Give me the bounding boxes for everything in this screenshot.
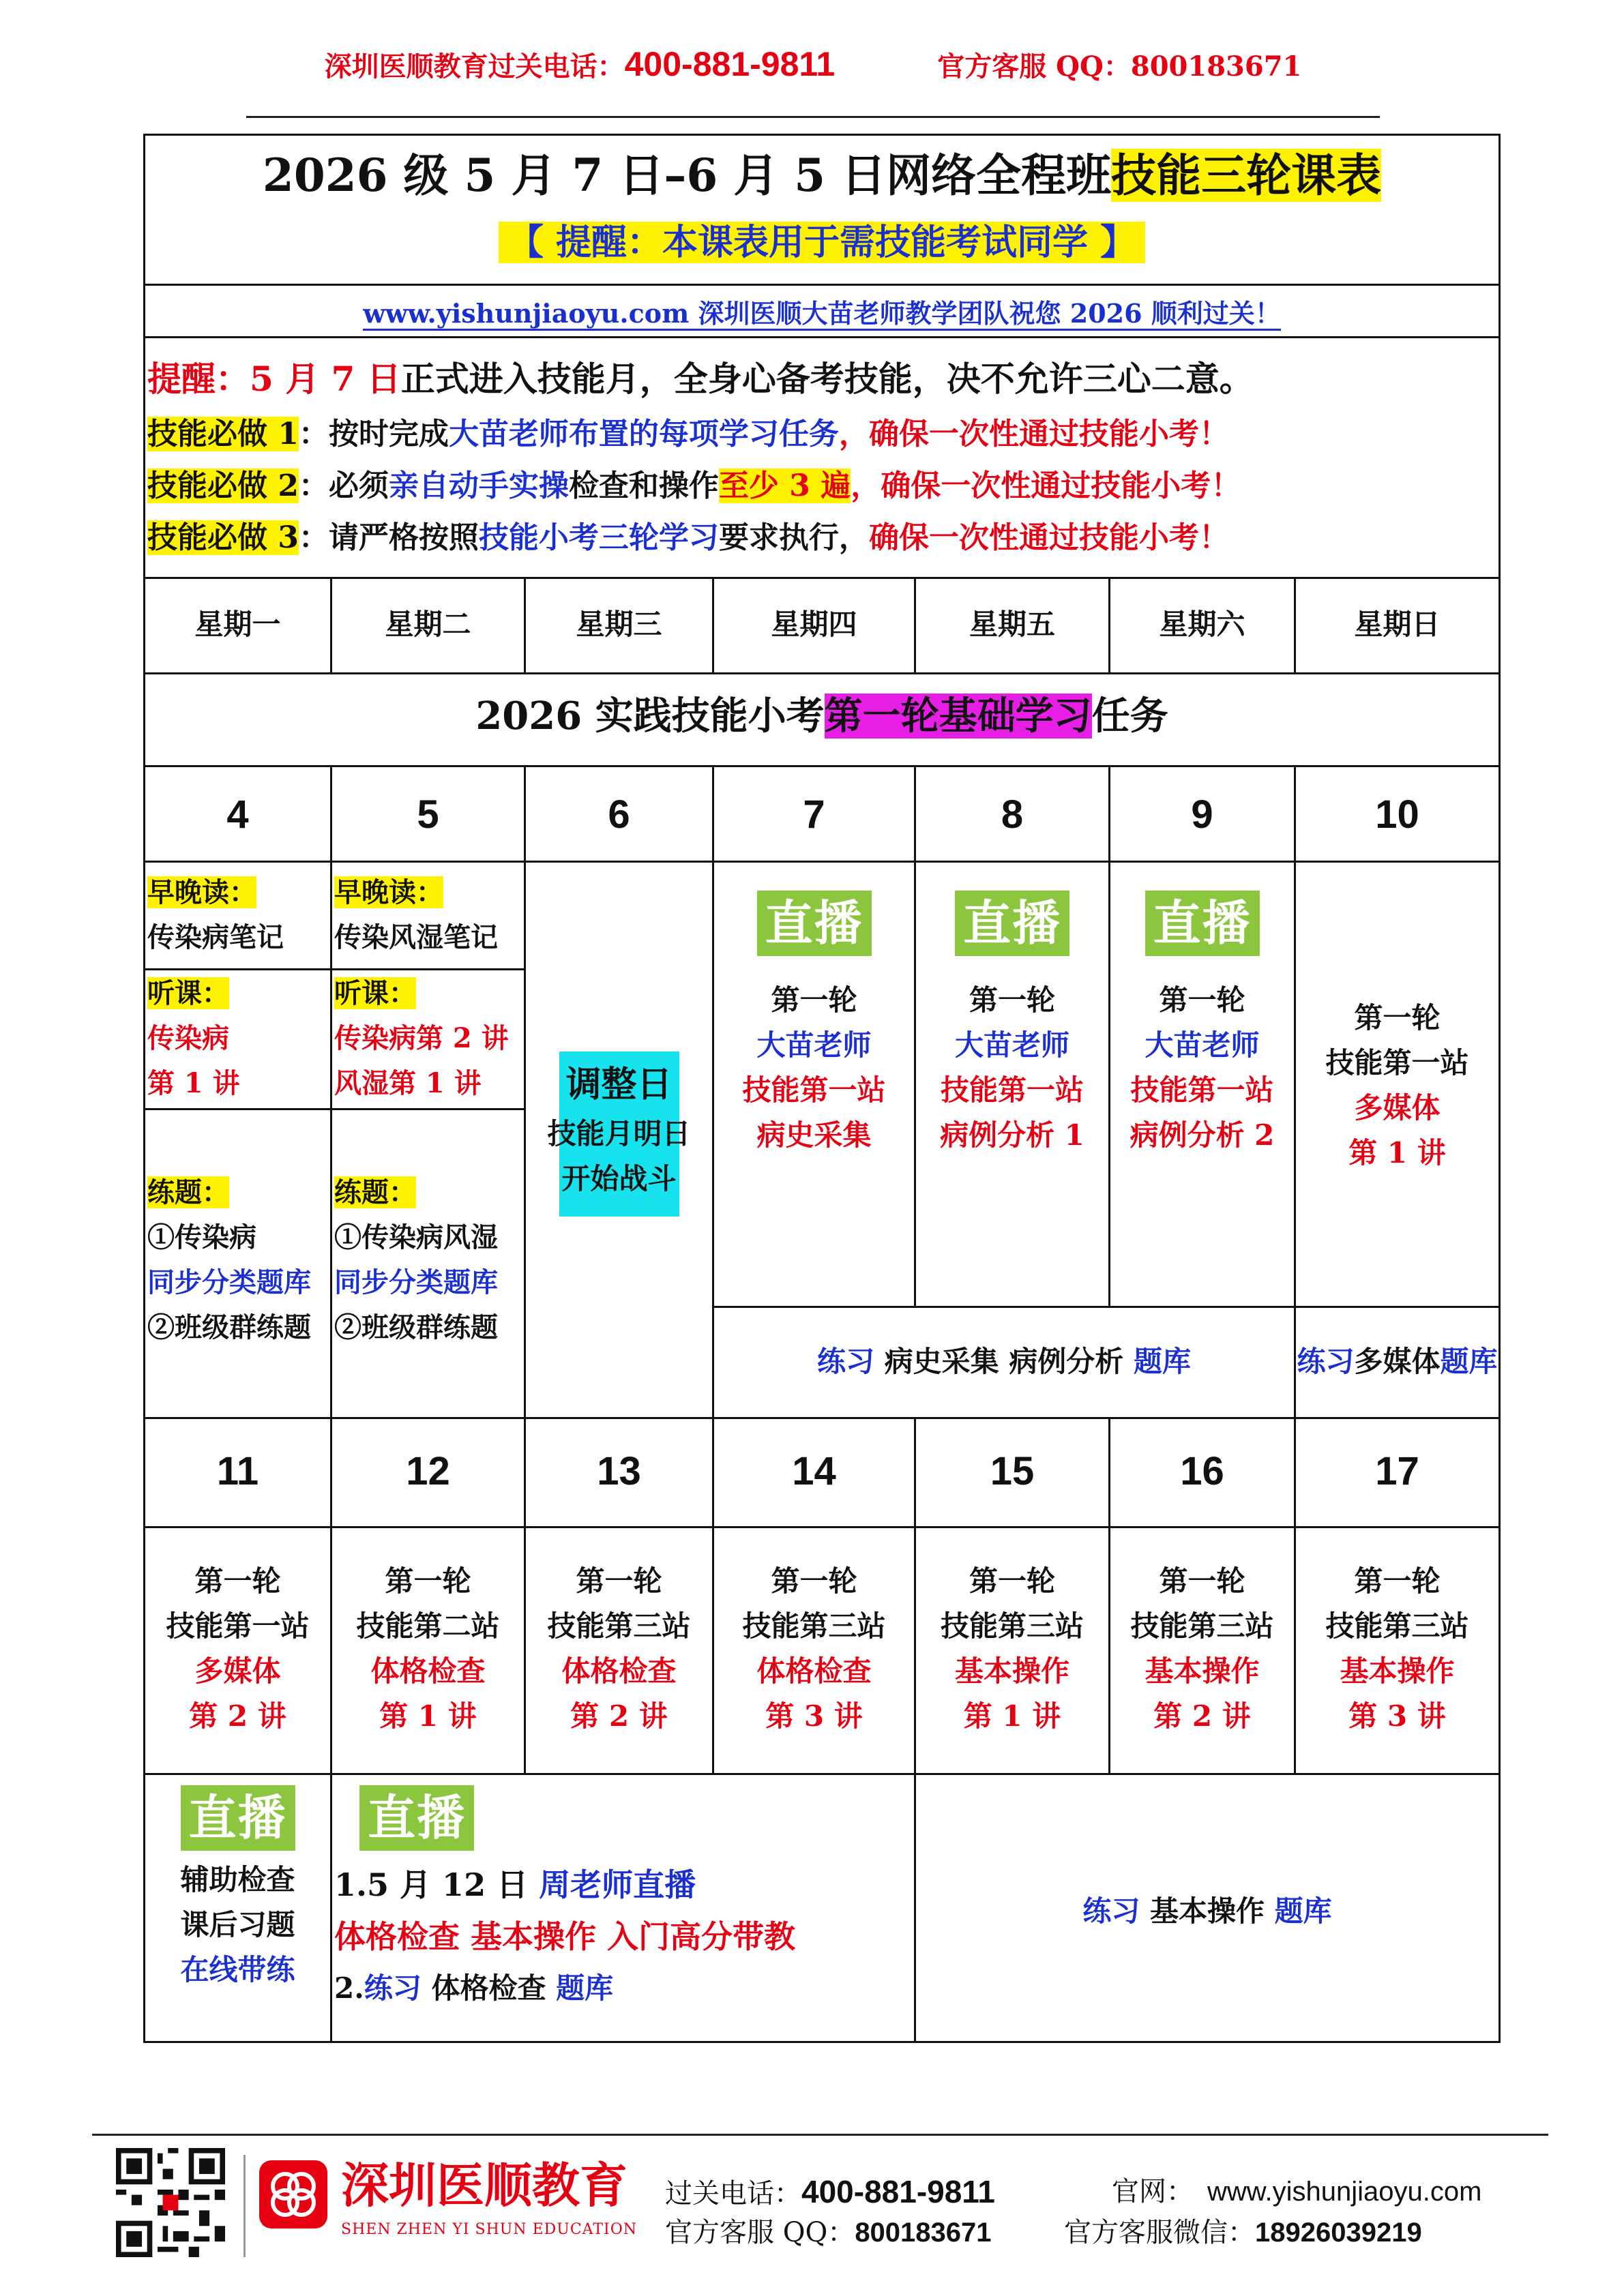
text: 体格检查: [370, 1654, 486, 1688]
text: 400-881-9811: [801, 2174, 995, 2209]
footer-site: [1112, 2171, 1481, 2212]
day-number: 13: [597, 1449, 641, 1493]
must-text: 确保一次性通过技能小考！: [868, 520, 1229, 555]
day-number: 12: [406, 1449, 450, 1493]
day-number: 14: [792, 1449, 836, 1493]
text: 传染病: [147, 1022, 229, 1054]
mon-practice: [147, 1170, 311, 1350]
mon-read: [147, 870, 284, 960]
text: 第一轮: [194, 1564, 281, 1598]
header-qq-label: 官方客服 QQ：: [937, 50, 1131, 83]
divider: [143, 1108, 524, 1110]
reminder-banner: [145, 215, 1498, 270]
divider: [143, 1526, 1501, 1528]
text: 基本操作: [1140, 1894, 1275, 1928]
text: 技能第一站: [1325, 1046, 1469, 1079]
must-text: 大苗老师布置的每项学习任务: [448, 417, 839, 451]
header-qq: 800183671: [1130, 50, 1302, 83]
text: 第 1 讲: [379, 1699, 477, 1733]
text: 技能第三站: [742, 1609, 886, 1643]
text: 练习: [1297, 1345, 1355, 1378]
text: 第一轮: [1159, 1564, 1245, 1598]
text: 体格检查: [561, 1654, 677, 1688]
must-label: 技能必做 2: [147, 468, 299, 503]
text: 技能第一站: [742, 1073, 886, 1107]
text: 第一轮: [771, 1564, 857, 1598]
notice-main: [147, 355, 1254, 404]
live-badge: 直播: [181, 1785, 295, 1851]
sun-lesson: [1296, 996, 1498, 1176]
divider: [143, 672, 1501, 674]
footer-rule: [92, 2134, 1548, 2136]
must-text: ：请严格按照: [298, 520, 479, 555]
text: 第一轮: [1354, 1001, 1441, 1034]
text: 多媒体: [1354, 1091, 1441, 1124]
text: 基本操作: [1145, 1654, 1260, 1688]
round1-pre: 2026 实践技能小考: [475, 694, 825, 739]
divider: [330, 765, 332, 1417]
text: 题库: [1133, 1345, 1191, 1378]
text: 技能第三站: [1130, 1609, 1274, 1643]
round1-highlight: 第一轮基础学习: [824, 694, 1092, 739]
weekday-mon: 星期一: [194, 608, 281, 641]
text: 官方客服 QQ：: [665, 2217, 855, 2248]
divider: [143, 577, 1501, 579]
mon-listen: [147, 971, 240, 1106]
reminder-text: 【 提醒：本课表用于需技能考试同学 】: [499, 222, 1145, 263]
text: 病史采集 病例分析: [874, 1345, 1134, 1378]
text: 第一轮: [576, 1564, 662, 1598]
lesson-cell: [916, 1559, 1108, 1739]
thu-live: [714, 891, 914, 1158]
text: 多媒体: [194, 1654, 281, 1688]
text: 病例分析 2: [1130, 1118, 1275, 1152]
text: 同步分类题库: [334, 1266, 498, 1298]
text: 1.5 月 12 日: [334, 1866, 540, 1903]
qr-code-icon: [116, 2148, 225, 2257]
day-number: 6: [608, 792, 630, 837]
text: 调整日: [565, 1064, 673, 1105]
must-text: 至少 3 遍: [718, 468, 851, 503]
text: 第一轮: [1354, 1564, 1441, 1598]
lesson-cell: [1110, 1559, 1294, 1739]
text: 基本操作: [954, 1654, 1069, 1688]
text: ①传染病: [147, 1221, 256, 1253]
mid-live-block: [334, 1859, 795, 2014]
must-text: ：必须: [298, 468, 389, 503]
lesson-cell: [714, 1559, 914, 1739]
must-2: [147, 464, 1241, 509]
text: 第 1 讲: [963, 1699, 1061, 1733]
day-number: 11: [216, 1449, 259, 1493]
must-text: 亲自动手实操: [388, 468, 569, 503]
header-contact: [246, 42, 1380, 89]
text: 体格检查: [756, 1654, 872, 1688]
tue-listen: [334, 971, 509, 1106]
live-badge: 直播: [1145, 891, 1260, 956]
round1-header: [145, 675, 1498, 757]
text: 题库: [1274, 1894, 1332, 1928]
day-number: 7: [803, 792, 825, 837]
live-badge: 直播: [757, 891, 872, 956]
weekday-thu: 星期四: [771, 608, 857, 641]
text: 第 3 讲: [1348, 1699, 1446, 1733]
text: 技能第一站: [940, 1073, 1084, 1107]
practice-history-case: [714, 1339, 1294, 1384]
sat-live: [1110, 891, 1294, 1158]
tue-practice: [334, 1170, 498, 1350]
text: 病例分析 1: [940, 1118, 1084, 1152]
text: 官网：: [1112, 2176, 1194, 2207]
text: 多媒体: [1354, 1345, 1441, 1378]
text: www.yishunjiaoyu.com: [1207, 2177, 1482, 2207]
fri-live: [916, 891, 1108, 1158]
text: 第一轮: [385, 1564, 471, 1598]
text: 第 1 讲: [1348, 1136, 1446, 1169]
text: 第 2 讲: [570, 1699, 668, 1733]
logo-text: 深圳医顺教育: [341, 2158, 628, 2213]
text: ①传染病风湿: [334, 1221, 498, 1253]
text: 第一轮: [1159, 983, 1245, 1017]
day-number: 16: [1180, 1449, 1224, 1493]
must-1: [147, 412, 1229, 457]
live-badge: 直播: [359, 1785, 474, 1851]
text: 2.: [334, 1971, 364, 2005]
practice-basic-ops: [916, 1889, 1498, 1934]
day-number: 10: [1375, 792, 1419, 837]
must-text: ，确保一次性通过技能小考！: [851, 468, 1241, 503]
text: 课后习题: [180, 1908, 295, 1941]
text: 过关电话：: [665, 2178, 801, 2209]
text: ②班级群练题: [334, 1311, 498, 1343]
divider: [143, 968, 524, 970]
text: 风湿第 1 讲: [334, 1067, 482, 1099]
text: 18926039219: [1255, 2218, 1422, 2248]
day-number: 5: [417, 792, 439, 837]
text: 传染风湿笔记: [334, 921, 498, 953]
text: 辅助检查: [180, 1863, 295, 1896]
day-number: 17: [1375, 1449, 1419, 1493]
lesson-cell: [332, 1559, 524, 1739]
text: 练习: [364, 1971, 422, 2005]
notice-lead: 提醒：5 月 7 日: [147, 359, 401, 399]
text: 第 3 讲: [765, 1699, 863, 1733]
lesson-cell: [145, 1559, 330, 1739]
day-number: 9: [1191, 792, 1213, 837]
text: 技能第三站: [940, 1609, 1084, 1643]
must-label: 技能必做 3: [147, 520, 299, 555]
weekday-sun: 星期日: [1354, 608, 1441, 641]
divider: [143, 1417, 1501, 1419]
header-phone: 400-881-9811: [624, 45, 836, 83]
must-3: [147, 516, 1229, 561]
header-rule: [246, 116, 1380, 118]
day-number: 4: [226, 792, 249, 837]
weekday-tue: 星期二: [385, 608, 471, 641]
text: 大苗老师: [1145, 1028, 1260, 1062]
label: 听课：: [334, 977, 416, 1009]
divider: [712, 1306, 1501, 1308]
must-text: ，确保一次性通过技能小考！: [838, 417, 1229, 451]
text: 病史采集: [756, 1118, 872, 1152]
practice-multimedia: [1296, 1339, 1498, 1384]
text: 第 2 讲: [189, 1699, 286, 1733]
must-text: ：按时完成: [298, 417, 449, 451]
text: 基本操作: [1340, 1654, 1455, 1688]
weekday-sat: 星期六: [1159, 608, 1245, 641]
weekday-fri: 星期五: [969, 608, 1055, 641]
text: 传染病笔记: [147, 921, 284, 953]
lesson-cell: [526, 1559, 712, 1739]
text: 周老师直播: [539, 1866, 696, 1903]
text: 练习: [1082, 1894, 1140, 1928]
slogan-text: www.yishunjiaoyu.com 深圳医顺大苗老师教学团队祝您 2026 顺利过关！: [363, 298, 1281, 331]
header-phone-label: 深圳医顺教育过关电话：: [324, 50, 625, 83]
slogan: [145, 295, 1498, 333]
live-badge: 直播: [955, 891, 1069, 956]
divider: [143, 1773, 1501, 1775]
text: 题库: [1440, 1345, 1498, 1378]
label: 听课：: [147, 977, 229, 1009]
must-text: 要求执行，: [718, 520, 869, 555]
text: 技能月明日: [547, 1117, 691, 1150]
must-text: 检查和操作: [568, 468, 719, 503]
text: ②班级群练题: [147, 1311, 311, 1343]
text: 第一轮: [969, 1564, 1055, 1598]
text: 800183671: [855, 2218, 992, 2248]
tue-read: [334, 870, 498, 960]
text: 体格检查: [421, 1971, 557, 2005]
footer-phone: [665, 2171, 995, 2214]
mon-live-extra: [145, 1785, 330, 1993]
day-number: 15: [990, 1449, 1035, 1493]
adjust-day: [526, 1058, 712, 1202]
text: 技能第三站: [1325, 1609, 1469, 1643]
divider: [143, 284, 1501, 286]
text: 大苗老师: [756, 1028, 872, 1062]
logo-icon: [259, 2160, 327, 2228]
footer-wechat: [1064, 2212, 1422, 2253]
live-badge-wrap: [359, 1785, 474, 1851]
label: 练题：: [147, 1176, 229, 1208]
must-label: 技能必做 1: [147, 417, 299, 451]
text: 大苗老师: [954, 1028, 1069, 1062]
text: 开始战斗: [561, 1162, 677, 1195]
text: 第一轮: [969, 983, 1055, 1017]
text: 题库: [556, 1971, 614, 2005]
must-text: 技能小考三轮学习: [478, 520, 719, 555]
text: 第 2 讲: [1153, 1699, 1251, 1733]
footer-divider: [243, 2155, 246, 2257]
text: 官方客服微信：: [1064, 2217, 1255, 2248]
label: 练题：: [334, 1176, 416, 1208]
text: 第 1 讲: [147, 1067, 240, 1099]
label: 早晚读：: [334, 876, 443, 908]
notice-lead-rest: 正式进入技能月，全身心备考技能，决不允许三心二意。: [400, 359, 1254, 399]
page-title: [145, 147, 1498, 204]
text: 传染病第 2 讲: [334, 1022, 509, 1054]
text: 练习: [817, 1345, 875, 1378]
divider: [143, 336, 1501, 338]
text: 技能第一站: [166, 1609, 310, 1643]
text: 技能第一站: [1130, 1073, 1274, 1107]
weekday-wed: 星期三: [576, 608, 662, 641]
text: 技能第二站: [356, 1609, 500, 1643]
round1-post: 任务: [1091, 694, 1168, 739]
text: 技能第三站: [547, 1609, 691, 1643]
footer-qq: [665, 2212, 992, 2253]
lesson-cell: [1296, 1559, 1498, 1739]
text: 同步分类题库: [147, 1266, 311, 1298]
text: 第一轮: [771, 983, 857, 1017]
label: 早晚读：: [147, 876, 256, 908]
title-main: 2026 级 5 月 7 日–6 月 5 日网络全程班: [262, 149, 1112, 202]
title-highlight: 技能三轮课表: [1111, 149, 1382, 202]
day-number: 8: [1001, 792, 1024, 837]
text: 体格检查 基本操作 入门高分带教: [334, 1918, 796, 1955]
text: 在线带练: [180, 1953, 295, 1986]
logo-subtitle: SHEN ZHEN YI SHUN EDUCATION: [341, 2221, 637, 2238]
